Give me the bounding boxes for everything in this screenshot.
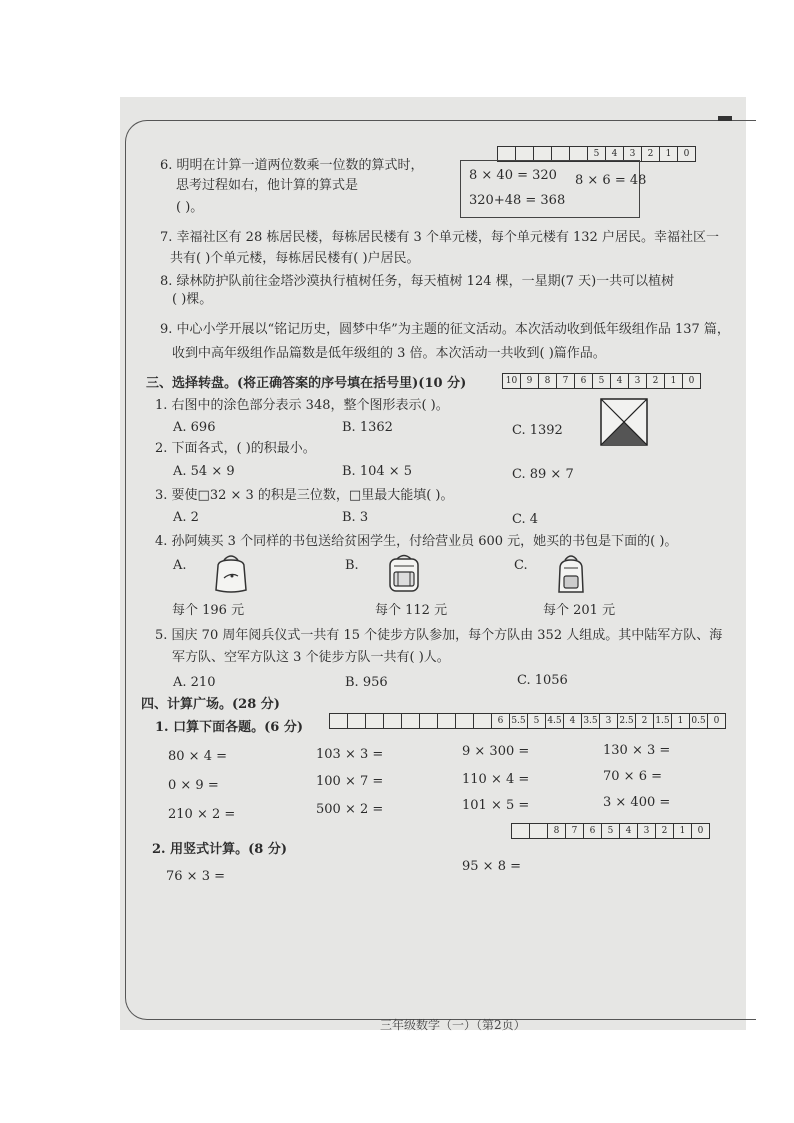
c1-option-c[interactable]: C. 1392 <box>512 423 563 438</box>
score-box: 1 <box>674 824 692 838</box>
shaded-square-figure <box>600 398 648 446</box>
score-box <box>330 714 348 728</box>
q6-line2: 思考过程如右，他计算的算式是 <box>176 178 359 193</box>
c4-question: 4. 孙阿姨买 3 个同样的书包送给贫困学生，付给营业员 600 元，她买的书包是下面的( )。 <box>155 534 678 549</box>
c1-question: 1. 右图中的涂色部分表示 348，整个图形表示( )。 <box>155 398 449 413</box>
score-box: 10 <box>503 374 521 388</box>
c5-option-a[interactable]: A. 210 <box>173 675 216 690</box>
oral-1-2: 103 × 3 = <box>316 747 384 762</box>
score-box: 2 <box>647 374 665 388</box>
c5-question-line1: 5. 国庆 70 周年阅兵仪式一共有 15 个徒步方队参加，每个方队由 352 人组成。其中陆军方队、海 <box>155 628 723 643</box>
vertical-title: 2. 用竖式计算。(8 分) <box>152 842 287 857</box>
score-box <box>420 714 438 728</box>
score-box: 6 <box>575 374 593 388</box>
edge-mark <box>718 116 732 121</box>
score-box: 0 <box>713 716 720 726</box>
score-box <box>474 714 492 728</box>
score-box: 0 <box>683 149 690 159</box>
score-box: 8 <box>548 824 566 838</box>
score-box: 6 <box>584 824 602 838</box>
c4-price-c: 每个 201 元 <box>543 603 616 618</box>
score-box <box>366 714 384 728</box>
c4-price-a: 每个 196 元 <box>172 603 245 618</box>
score-box: 4 <box>564 714 582 728</box>
score-box: 3 <box>629 374 647 388</box>
oral-3-1: 210 × 2 = <box>168 807 236 822</box>
score-boxes-section3 <box>502 373 701 389</box>
score-box: 1.5 <box>654 714 672 728</box>
c2-option-b[interactable]: B. 104 × 5 <box>342 464 413 479</box>
c5-option-c[interactable]: C. 1056 <box>517 673 568 688</box>
score-box <box>498 147 516 161</box>
score-box: 6 <box>492 714 510 728</box>
score-box <box>570 147 588 161</box>
oral-3-3: 101 × 5 = <box>462 798 530 813</box>
c3-option-a[interactable]: A. 2 <box>173 510 199 525</box>
c1-option-b[interactable]: B. 1362 <box>342 420 393 435</box>
vertical-2: 95 × 8 = <box>462 859 521 874</box>
score-box: 3 <box>638 824 656 838</box>
thought-line-b: 8 × 6 = 48 <box>575 173 647 188</box>
score-box <box>456 714 474 728</box>
score-box <box>348 714 366 728</box>
score-box: 4.5 <box>546 714 564 728</box>
oral-3-2: 500 × 2 = <box>316 802 384 817</box>
q8-line1: 8. 绿林防护队前往金塔沙漠执行植树任务，每天植树 124 棵，一星期(7 天)一共可以植树 <box>160 274 675 289</box>
c3-question: 3. 要使□32 × 3 的积是三位数，□里最大能填( )。 <box>155 488 454 503</box>
score-box <box>530 824 548 838</box>
score-box: 1 <box>660 147 678 161</box>
backpack-b-icon <box>385 552 423 594</box>
oral-2-1: 0 × 9 = <box>168 778 219 793</box>
c5-question-line2: 军方队、空军方队这 3 个徒步方队一共有( )人。 <box>172 650 450 665</box>
score-box: 5 <box>588 147 606 161</box>
score-boxes-vertical <box>511 823 710 839</box>
q6-line1: 6. 明明在计算一道两位数乘一位数的算式时， <box>160 158 424 173</box>
backpack-c-icon <box>553 552 589 596</box>
score-box: 5 <box>593 374 611 388</box>
score-box: 5.5 <box>510 714 528 728</box>
score-box <box>512 824 530 838</box>
score-box: 7 <box>566 824 584 838</box>
q9-line1: 9. 中心小学开展以“铭记历史，圆梦中华”为主题的征文活动。本次活动收到低年级组作品 137 篇， <box>160 322 730 337</box>
score-box <box>552 147 570 161</box>
oral-2-3: 110 × 4 = <box>462 772 530 787</box>
score-box: 9 <box>521 374 539 388</box>
c2-option-a[interactable]: A. 54 × 9 <box>173 464 235 479</box>
c2-option-c[interactable]: C. 89 × 7 <box>512 467 574 482</box>
thought-line-c: 320+48 = 368 <box>469 193 566 208</box>
score-box <box>516 147 534 161</box>
c4-option-a[interactable]: A. <box>173 558 187 573</box>
c1-option-a[interactable]: A. 696 <box>173 420 216 435</box>
c5-option-b[interactable]: B. 956 <box>345 675 388 690</box>
oral-1-4: 130 × 3 = <box>603 743 671 758</box>
c3-option-b[interactable]: B. 3 <box>342 510 369 525</box>
oral-1-3: 9 × 300 = <box>462 744 530 759</box>
oral-2-4: 70 × 6 = <box>603 769 662 784</box>
q9-line2: 收到中高年级组作品篇数是低年级组的 3 倍。本次活动一共收到( )篇作品。 <box>172 346 606 361</box>
q8-line2: ( )棵。 <box>172 292 213 307</box>
score-box: 1 <box>672 714 690 728</box>
score-box: 2 <box>642 147 660 161</box>
c4-price-b: 每个 112 元 <box>375 603 448 618</box>
score-box: 4 <box>620 824 638 838</box>
score-box: 0 <box>697 826 704 836</box>
page-footer: 三年级数学（一）（第2页） <box>380 1018 526 1032</box>
score-box <box>534 147 552 161</box>
score-box <box>438 714 456 728</box>
q6-answer-blank[interactable]: ( )。 <box>176 200 204 215</box>
score-box: 3 <box>624 147 642 161</box>
score-box: 7 <box>557 374 575 388</box>
oral-2-2: 100 × 7 = <box>316 774 384 789</box>
score-box: 5 <box>528 714 546 728</box>
score-box: 2.5 <box>618 714 636 728</box>
section3-title: 三、选择转盘。(将正确答案的序号填在括号里)(10 分) <box>146 376 467 391</box>
vertical-1: 76 × 3 = <box>166 869 225 884</box>
score-box: 3.5 <box>582 714 600 728</box>
score-box: 1 <box>665 374 683 388</box>
oral-1-1: 80 × 4 = <box>168 749 227 764</box>
score-box: 0 <box>688 376 695 386</box>
score-box: 5 <box>602 824 620 838</box>
score-box: 4 <box>606 147 624 161</box>
thought-line-a: 8 × 40 = 320 <box>469 168 557 183</box>
c4-option-b[interactable]: B. <box>345 558 359 573</box>
score-box: 3 <box>600 714 618 728</box>
c4-option-c[interactable]: C. <box>514 558 528 573</box>
c3-option-c[interactable]: C. 4 <box>512 512 539 527</box>
score-box: 0.5 <box>690 714 708 728</box>
oral-title: 1. 口算下面各题。(6 分) <box>155 720 303 735</box>
score-box <box>384 714 402 728</box>
backpack-a-icon <box>212 552 250 594</box>
score-box <box>402 714 420 728</box>
score-box: 2 <box>636 714 654 728</box>
score-box: 4 <box>611 374 629 388</box>
c2-question: 2. 下面各式，( )的积最小。 <box>155 441 316 456</box>
score-boxes-oral <box>329 713 726 729</box>
q7-line2: 共有( )个单元楼，每栋居民楼有( )户居民。 <box>170 251 420 266</box>
oral-3-4: 3 × 400 = <box>603 795 671 810</box>
score-box: 8 <box>539 374 557 388</box>
q7-line1: 7. 幸福社区有 28 栋居民楼，每栋居民楼有 3 个单元楼，每个单元楼有 132 户居民。幸福社区一 <box>160 230 719 245</box>
score-box: 2 <box>656 824 674 838</box>
section4-title: 四、计算广场。(28 分) <box>141 697 280 712</box>
